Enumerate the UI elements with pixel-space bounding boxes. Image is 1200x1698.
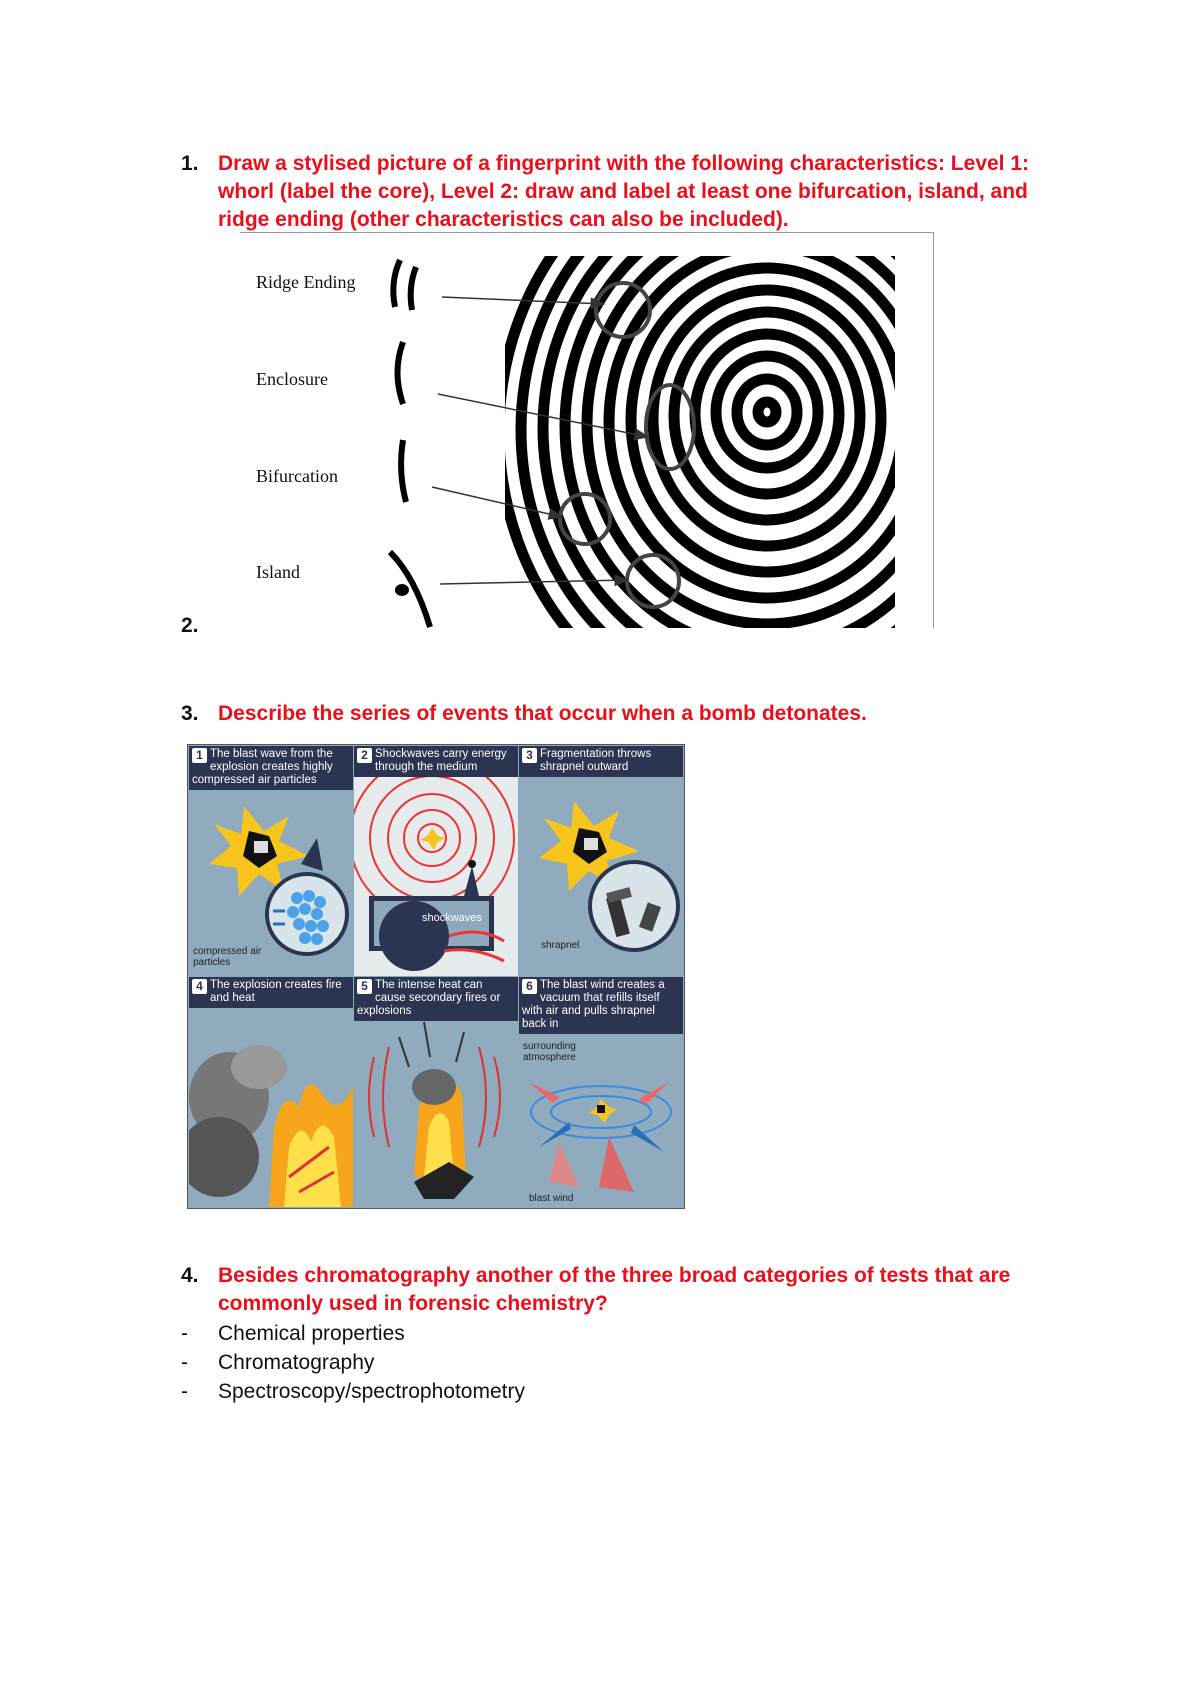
panel-5-text: The intense heat can cause secondary fires or explosions bbox=[357, 979, 501, 1017]
q3-number: 3. bbox=[181, 702, 199, 725]
panel-5-number: 5 bbox=[357, 979, 372, 994]
panel-5 bbox=[354, 977, 518, 1207]
panel-3-header bbox=[519, 746, 683, 777]
panel-2-number: 2 bbox=[357, 748, 372, 763]
q1-number: 1. bbox=[181, 152, 199, 175]
panel-3 bbox=[519, 746, 683, 976]
panel-5-header bbox=[354, 977, 518, 1021]
q4-line-1: Besides chromatography another of the three broad categories of tests that are bbox=[218, 1264, 1011, 1287]
panel-4-number: 4 bbox=[192, 979, 207, 994]
label-enclosure: Enclosure bbox=[256, 369, 328, 389]
bomb-detonation-diagram bbox=[187, 744, 685, 1209]
bullet-dash: - bbox=[181, 1322, 188, 1345]
fingerprint-figure bbox=[240, 232, 934, 628]
panel-3-caption: shrapnel bbox=[541, 940, 580, 951]
q1-line-1: Draw a stylised picture of a fingerprint with the following characteristics: Level 1: bbox=[218, 152, 1030, 175]
bullet-dash: - bbox=[181, 1380, 188, 1403]
panel-3-text: Fragmentation throws shrapnel outward bbox=[540, 748, 652, 773]
panel-1-number: 1 bbox=[192, 748, 207, 763]
panel-6-caption-blast-wind: blast wind bbox=[529, 1193, 574, 1204]
answer-2: Chromatography bbox=[218, 1351, 375, 1374]
label-island: Island bbox=[256, 562, 300, 582]
panel-2-text: Shockwaves carry energy through the medium bbox=[375, 748, 507, 773]
q2-number: 2. bbox=[181, 614, 199, 637]
q4-number: 4. bbox=[181, 1264, 199, 1287]
panel-1 bbox=[189, 746, 353, 976]
q3-text: Describe the series of events that occur when a bomb detonates. bbox=[218, 702, 867, 725]
panel-3-number: 3 bbox=[522, 748, 537, 763]
panel-6-caption-atmosphere: surrounding atmosphere bbox=[523, 1041, 576, 1063]
panel-1-text: The blast wave from the explosion creates highly compressed air particles bbox=[192, 748, 333, 786]
panel-2-art bbox=[354, 746, 518, 976]
answer-1: Chemical properties bbox=[218, 1322, 405, 1345]
label-ridge-ending: Ridge Ending bbox=[256, 272, 356, 292]
detail-snippets bbox=[390, 260, 430, 627]
q1-line-3: ridge ending (other characteristics can also be included). bbox=[218, 208, 789, 231]
panel-2-caption: shockwaves bbox=[422, 912, 482, 924]
panel-4-header bbox=[189, 977, 353, 1008]
panel-4-text: The explosion creates fire and heat bbox=[210, 979, 342, 1004]
island-snippet-dot bbox=[398, 587, 406, 593]
panel-6-text: The blast wind creates a vacuum that refills itself with air and pulls shrapnel back in bbox=[522, 979, 665, 1030]
answer-3: Spectroscopy/spectrophotometry bbox=[218, 1380, 525, 1403]
fingerprint-drawing bbox=[240, 232, 934, 628]
panel-6-number: 6 bbox=[522, 979, 537, 994]
label-bifurcation: Bifurcation bbox=[256, 466, 338, 486]
q1-line-2: whorl (label the core), Level 2: draw and label at least one bifurcation, island, and bbox=[218, 180, 1028, 203]
panel-4 bbox=[189, 977, 353, 1207]
panel-1-caption: compressed air particles bbox=[193, 946, 262, 968]
panel-1-header bbox=[189, 746, 353, 790]
panel-6-header bbox=[519, 977, 683, 1034]
panel-2 bbox=[354, 746, 518, 976]
panel-2-header bbox=[354, 746, 518, 777]
q4-line-2: commonly used in forensic chemistry? bbox=[218, 1292, 608, 1315]
panel-6 bbox=[519, 977, 683, 1207]
whorl-pattern bbox=[499, 232, 934, 628]
panel-4-art bbox=[189, 977, 353, 1207]
bullet-dash: - bbox=[181, 1351, 188, 1374]
